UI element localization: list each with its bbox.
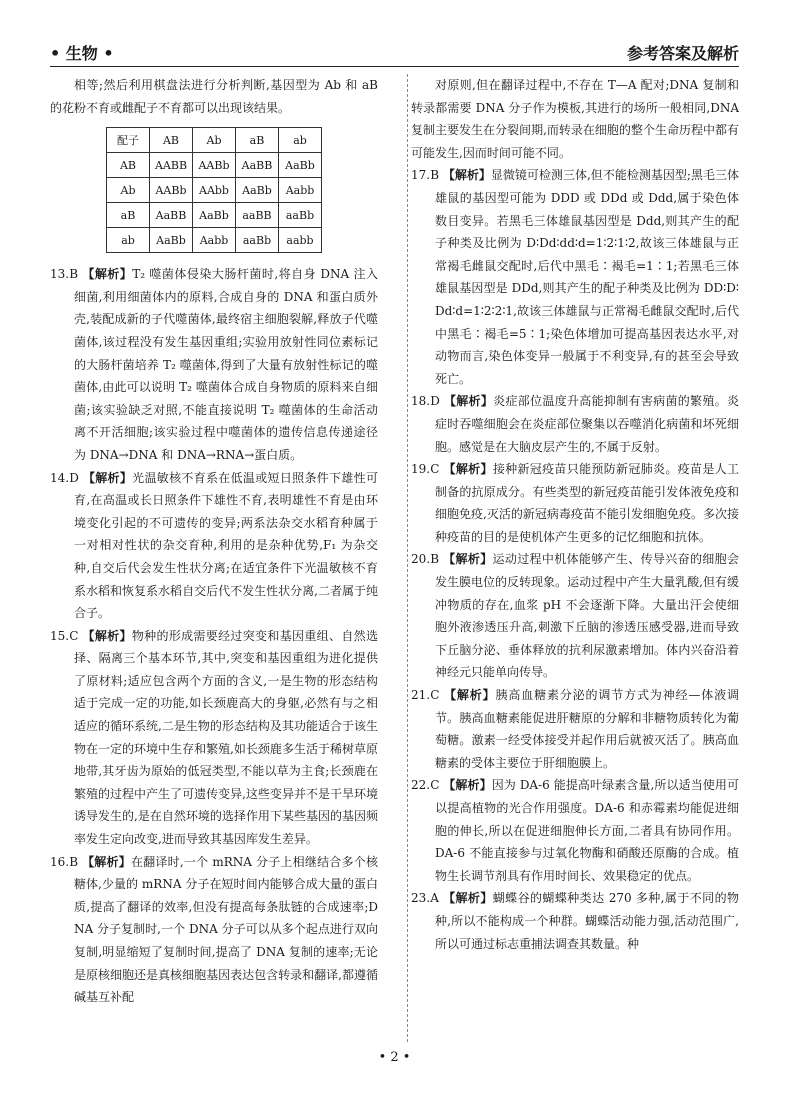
question-number: 20. (411, 552, 431, 567)
answer-letter: B (69, 854, 79, 869)
table-cell: Aabb (279, 178, 322, 203)
table-header-row (107, 128, 322, 153)
left-column (50, 74, 378, 1042)
table-header-cell: aB (236, 128, 279, 153)
right-answer-list (411, 164, 739, 955)
analysis-text: 光温敏核不育系在低温或短日照条件下雄性可育,在高温或长日照条件下雄性不育,表明雄性不育是由环境变化引起的不可遗传的变异;两系法杂交水稻育种属于一对相对性状的杂交育种,利用的是杂种优势,F₁ 为杂交种,自交后代会发生性状分离;在适宜条件下光温敏核不育系水稻和恢复系水稻自交后代不发生性状分离,二者属于纯合子。 (74, 470, 378, 621)
question-number: 23. (411, 891, 431, 906)
analysis-text: 蝴蝶谷的蝴蝶种类达 270 多种,属于不同的物种,所以不能构成一个种群。蝴蝶活动能力强,活动范围广,所以可通过标志重捕法调查其数量。种 (435, 891, 739, 951)
page-number: • 2 • (378, 1050, 411, 1065)
table-cell: aabb (279, 228, 322, 253)
analysis-tag: 【解析】 (82, 854, 131, 869)
question-number: 15. (50, 628, 70, 643)
answer-letter: B (430, 168, 440, 183)
answer-item (50, 263, 378, 466)
question-number: 21. (411, 688, 431, 703)
answer-item (411, 774, 739, 887)
analysis-text: 胰高血糖素分泌的调节方式为神经—体液调节。胰高血糖素能促进肝糖原的分解和非糖物质转化为葡萄糖。激素一经受体接受并起作用后就被灭活了。胰高血糖素的受体主要位于肝细胞膜上。 (435, 688, 739, 770)
page-body (50, 74, 739, 1042)
answer-item (50, 851, 378, 1009)
table-row (107, 153, 322, 178)
answer-letter: B (69, 267, 79, 282)
table-cell: AABb (150, 178, 193, 203)
table-row (107, 203, 322, 228)
answer-item (50, 467, 378, 625)
answer-item (411, 164, 739, 390)
analysis-text: 显微镜可检测三体,但不能检测基因型;黑毛三体雄鼠的基因型可能为 DDD 或 DDd 或 Ddd,属于染色体数目变异。若黑毛三体雄鼠基因型是 Ddd,则其产生的配子种类及比例为 D∶Dd∶dd∶d=1∶2∶1∶2,故该三体雄鼠与正常褐毛雌鼠交配时,后代中黑毛∶褐毛=1∶1;若黑毛三体雄鼠基因型是 DDd,则其产生的配子种类及比例为 DD∶D∶Dd∶d=1∶2∶2∶1,故该三体雄鼠与正常褐毛雌鼠交配时,后代中黑毛∶褐毛=5∶1;染色体增加可提高基因表达水平,对动物而言,染色体变异一般属于不利变异,有的甚至会导致死亡。 (435, 168, 739, 386)
analysis-tag: 【解析】 (82, 470, 133, 485)
answer-letter: C (430, 688, 440, 703)
table-cell: aB (107, 203, 150, 228)
table-cell: AaBb (193, 203, 236, 228)
table-cell: aaBb (279, 203, 322, 228)
table-cell: aaBb (236, 228, 279, 253)
table-row (107, 228, 322, 253)
table-cell: AaBb (236, 178, 279, 203)
analysis-tag: 【解析】 (442, 168, 491, 183)
continuation-paragraph: 对原则,但在翻译过程中,不存在 T—A 配对;DNA 复制和转录都需要 DNA 分子作为模板,其进行的场所一般相同,DNA 复制主要发生在分裂间期,而转录在细胞的整个生命历程中都有可能发生,因而时间可能不同。 (411, 78, 739, 160)
left-answer-list (50, 263, 378, 1009)
table-cell: AAbb (193, 178, 236, 203)
analysis-text: 物种的形成需要经过突变和基因重组、自然选择、隔离三个基本环节,其中,突变和基因重组为进化提供了原材料;适应包含两个方面的含义,一是生物的形态结构适于完成一定的功能,如长颈鹿高大的身躯,必然有与之相适应的循环系统,二是生物的形态结构及其功能适合于该生物在一定的环境中生存和繁殖,如长颈鹿多生活于稀树草原地带,其牙齿为原始的低冠类型,不能以草为主食;长颈鹿在繁殖的过程中产生了可遗传变异,这些变异并不是干旱环境诱导发生的,是在自然环境的选择作用下某些基因的基因频率发生定向改变,进而导致其基因库发生差异。 (74, 628, 378, 847)
table-cell: AaBb (279, 153, 322, 178)
analysis-tag: 【解析】 (443, 778, 492, 793)
analysis-text: 接种新冠疫苗只能预防新冠肺炎。疫苗是人工制备的抗原成分。有些类型的新冠疫苗能引发体液免疫和细胞免疫,灭活的新冠病毒疫苗不能引发细胞免疫。多次接种疫苗的目的是使机体产生更多的记忆细胞和抗体。 (435, 462, 739, 544)
table-cell: ab (107, 228, 150, 253)
answer-item (411, 458, 739, 548)
analysis-tag: 【解析】 (443, 394, 494, 409)
table-row (107, 178, 322, 203)
analysis-text: T₂ 噬菌体侵染大肠杆菌时,将自身 DNA 注入细菌,利用细菌体内的原料,合成自身的 DNA 和蛋白质外壳,装配成新的子代噬菌体,最终宿主细胞裂解,释放子代噬菌体,该过程没有发生基因重组;实验用放射性同位素标记的大肠杆菌培养 T₂ 噬菌体,得到了大量有放射性标记的噬菌体,由此可以说明 T₂ 噬菌体合成自身物质的原料来自细菌;该实验缺乏对照,不能直接说明 T₂ 噬菌体的生命活动离不开活细胞;该实验过程中噬菌体的遗传信息传递途径为 DNA→DNA 和 DNA→RNA→蛋白质。 (74, 267, 378, 462)
analysis-text: 运动过程中机体能够产生、传导兴奋的细胞会发生膜电位的反转现象。运动过程中产生大量乳酸,但有缓冲物质的存在,血浆 pH 不会逐渐下降。大量出汗会使细胞外液渗透压升高,刺激下丘脑的渗透压感受器,进而导致下丘脑分泌、垂体释放的抗利尿激素增加。体内兴奋沿着神经元只能单向传导。 (435, 552, 739, 680)
question-number: 22. (411, 778, 431, 793)
analysis-text: 因为 DA-6 能提高叶绿素含量,所以适当使用可以提高植物的光合作用强度。DA-6 和赤霉素均能促进细胞的伸长,所以在促进细胞伸长方面,二者具有协同作用。DA-6 不能直接参与过氧化物酶和硝酸还原酶的合成。植物生长调节剂具有作用时间长、效果稳定的优点。 (435, 778, 739, 883)
question-number: 18. (411, 394, 431, 409)
question-number: 16. (50, 854, 70, 869)
right-column (411, 74, 739, 1042)
answer-item (50, 625, 378, 851)
answer-letter: A (430, 891, 439, 906)
answer-item (411, 684, 739, 774)
question-number: 17. (411, 168, 431, 183)
table-cell: AB (107, 153, 150, 178)
answer-letter: D (430, 394, 440, 409)
answer-item (411, 887, 739, 955)
table-cell: Aabb (193, 228, 236, 253)
question-number: 13. (50, 267, 70, 282)
analysis-text: 炎症部位温度升高能抑制有害病菌的繁殖。炎症时吞噬细胞会在炎症部位聚集以吞噬消化病菌和坏死细胞。感觉是在大脑皮层产生的,不属于反射。 (435, 394, 739, 454)
analysis-tag: 【解析】 (443, 552, 493, 567)
table-cell: AaBB (150, 203, 193, 228)
table-header-cell: ab (279, 128, 322, 153)
page-header (50, 38, 739, 67)
answer-letter: B (430, 552, 440, 567)
table-cell: Ab (107, 178, 150, 203)
table-cell: AABB (150, 153, 193, 178)
table-cell: AABb (193, 153, 236, 178)
answer-item (411, 548, 739, 684)
table-cell: AaBB (236, 153, 279, 178)
answer-letter: C (69, 628, 79, 643)
answer-item (411, 390, 739, 458)
table-header-cell: Ab (193, 128, 236, 153)
analysis-tag: 【解析】 (82, 628, 132, 643)
analysis-text: 在翻译时,一个 mRNA 分子上相继结合多个核糖体,少量的 mRNA 分子在短时间内能够合成大量的蛋白质,提高了翻译的效率,但没有提高每条肽链的合成速率;DNA 分子复制时,一个 DNA 分子可以从多个起点进行双向复制,明显缩短了复制时间,提高了 DNA 复制的速率;无论是原核细胞还是真核细胞基因表达包含转录和翻译,都遵循碱基互补配 (74, 854, 378, 1005)
section-title: 参考答案及解析 (626, 43, 739, 63)
answer-letter: D (69, 470, 79, 485)
table-cell: AaBb (150, 228, 193, 253)
intro-paragraph: 相等;然后利用棋盘法进行分析判断,基因型为 Ab 和 aB 的花粉不育或雌配子不育都可以出现该结果。 (50, 78, 378, 115)
subject-label: • 生物 • (50, 43, 114, 63)
question-number: 19. (411, 462, 431, 477)
punnett-square-table (106, 127, 322, 253)
answer-letter: C (430, 778, 440, 793)
table-header-cell: AB (150, 128, 193, 153)
analysis-tag: 【解析】 (444, 688, 496, 703)
analysis-tag: 【解析】 (82, 267, 133, 282)
analysis-tag: 【解析】 (443, 462, 493, 477)
table-header-cell: 配子 (107, 128, 150, 153)
analysis-tag: 【解析】 (443, 891, 493, 906)
answer-letter: C (430, 462, 440, 477)
table-cell: aaBB (236, 203, 279, 228)
question-number: 14. (50, 470, 70, 485)
